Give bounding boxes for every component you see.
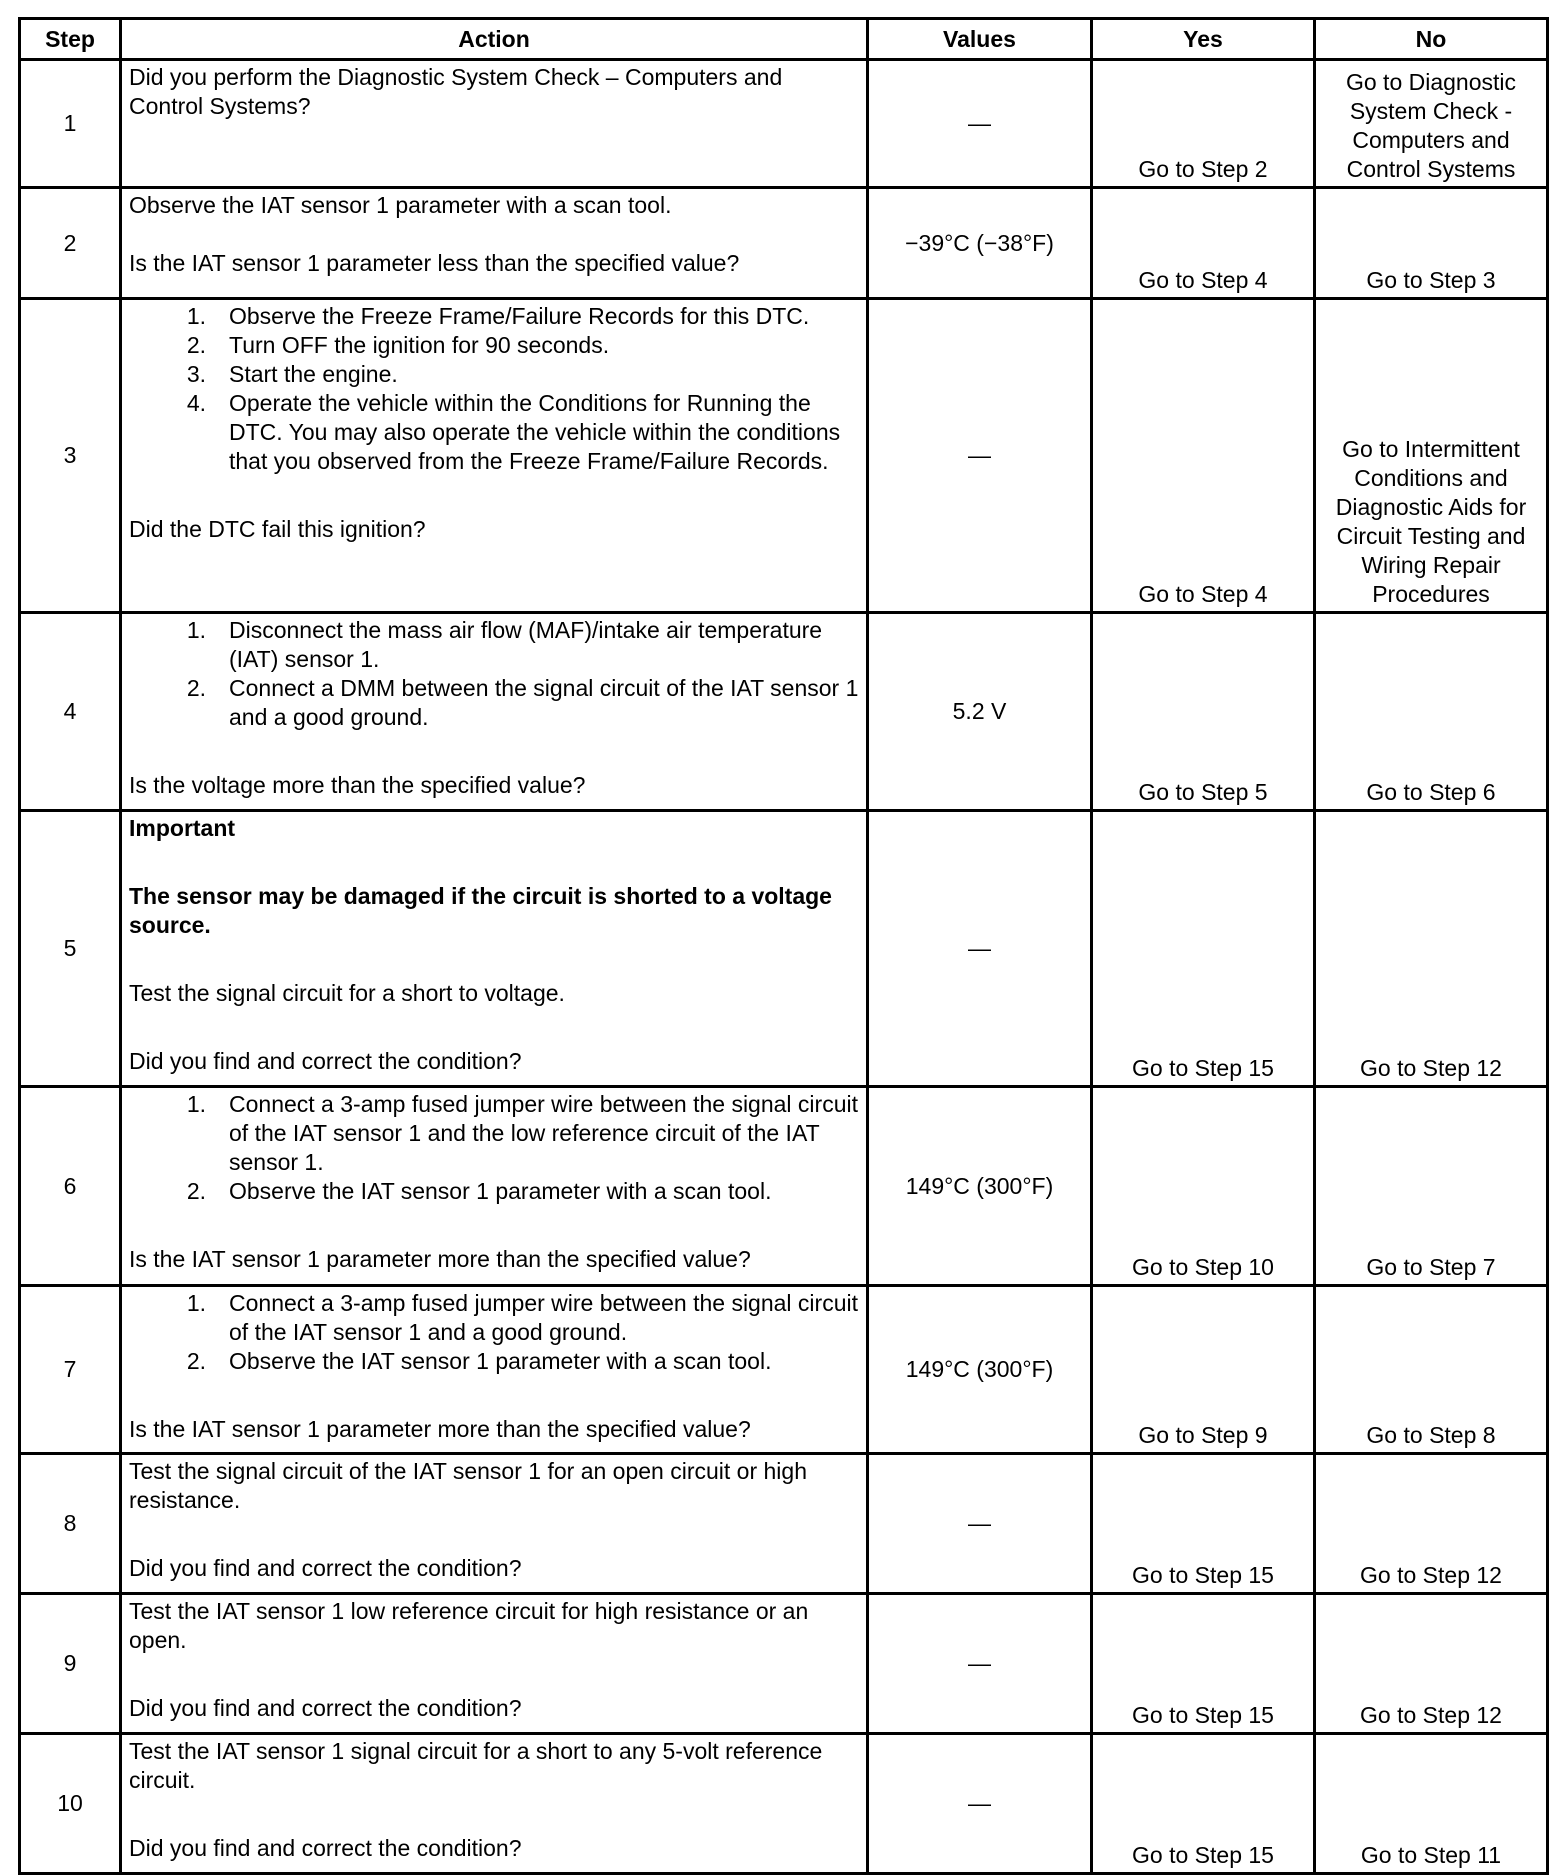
- no-cell: Go to Step 11: [1315, 1734, 1548, 1874]
- table-row: [20, 1087, 1548, 1286]
- value-cell: —: [868, 1454, 1092, 1594]
- substep-number: 2.: [186, 332, 206, 358]
- yes-cell: Go to Step 5: [1092, 613, 1315, 811]
- action-question: Is the IAT sensor 1 parameter more than the specified value?: [129, 1416, 751, 1442]
- substep-number: 3.: [186, 361, 206, 387]
- no-cell: Go to Step 6: [1315, 613, 1548, 811]
- action-text: Did you perform the Diagnostic System Check – Computers and Control Systems?: [129, 64, 783, 119]
- step-number: 10: [20, 1734, 121, 1874]
- substep-number: 1.: [186, 617, 206, 643]
- action-text: Test the IAT sensor 1 signal circuit for a short to any 5-volt reference circuit.: [129, 1738, 823, 1793]
- action-cell: [121, 1594, 868, 1734]
- action-cell: [121, 1286, 868, 1454]
- list-item: [186, 1347, 859, 1376]
- step-number: 6: [20, 1087, 121, 1286]
- action-question: Did you find and correct the condition?: [129, 1555, 522, 1581]
- action-question: Is the voltage more than the specified value?: [129, 772, 586, 798]
- value-cell: −39°C (−38°F): [868, 188, 1092, 299]
- header-values: Values: [868, 19, 1092, 60]
- yes-cell: Go to Step 15: [1092, 1734, 1315, 1874]
- table-row: [20, 1734, 1548, 1874]
- list-item: [186, 1289, 859, 1347]
- action-question: Is the IAT sensor 1 parameter more than the specified value?: [129, 1246, 751, 1272]
- important-label: Important: [129, 815, 236, 841]
- yes-cell: Go to Step 9: [1092, 1286, 1315, 1454]
- yes-cell: Go to Step 10: [1092, 1087, 1315, 1286]
- action-cell: [121, 299, 868, 613]
- substep-number: 1.: [186, 303, 206, 329]
- action-cell: [121, 1734, 868, 1874]
- action-cell: [121, 60, 868, 188]
- step-number: 3: [20, 299, 121, 613]
- action-question: Is the IAT sensor 1 parameter less than the specified value?: [129, 250, 740, 276]
- list-item: [186, 389, 859, 476]
- no-cell: Go to Diagnostic System Check - Computers and Control Systems: [1315, 60, 1548, 188]
- no-cell: Go to Step 12: [1315, 1454, 1548, 1594]
- step-number: 2: [20, 188, 121, 299]
- substep-text: Start the engine.: [229, 361, 398, 387]
- diagnostic-table: [18, 17, 1549, 1875]
- list-item: [186, 1090, 859, 1177]
- step-number: 4: [20, 613, 121, 811]
- action-cell: [121, 613, 868, 811]
- value-cell: 149°C (300°F): [868, 1286, 1092, 1454]
- table-row: [20, 188, 1548, 299]
- list-item: [186, 616, 859, 674]
- header-step: Step: [20, 19, 121, 60]
- substep-number: 4.: [186, 390, 206, 416]
- action-text: Test the IAT sensor 1 low reference circuit for high resistance or an open.: [129, 1598, 809, 1653]
- substep-text: Connect a DMM between the signal circuit of the IAT sensor 1 and a good ground.: [229, 675, 859, 730]
- step-number: 7: [20, 1286, 121, 1454]
- list-item: [186, 331, 859, 360]
- header-yes: Yes: [1092, 19, 1315, 60]
- value-cell: 5.2 V: [868, 613, 1092, 811]
- substep-number: 2.: [186, 1178, 206, 1204]
- yes-cell: Go to Step 15: [1092, 1594, 1315, 1734]
- substep-number: 2.: [186, 675, 206, 701]
- no-cell: Go to Step 3: [1315, 188, 1548, 299]
- step-number: 5: [20, 811, 121, 1087]
- list-item: [186, 302, 859, 331]
- no-cell: Go to Step 8: [1315, 1286, 1548, 1454]
- value-cell: 149°C (300°F): [868, 1087, 1092, 1286]
- yes-cell: Go to Step 4: [1092, 188, 1315, 299]
- yes-cell: Go to Step 15: [1092, 811, 1315, 1087]
- header-row: [20, 19, 1548, 60]
- substep-text: Observe the Freeze Frame/Failure Records for this DTC.: [229, 303, 810, 329]
- table-row: [20, 60, 1548, 188]
- table-row: [20, 1454, 1548, 1594]
- action-text: Observe the IAT sensor 1 parameter with a scan tool.: [129, 192, 672, 218]
- step-number: 1: [20, 60, 121, 188]
- action-cell: [121, 811, 868, 1087]
- list-item: [186, 360, 859, 389]
- substep-number: 1.: [186, 1091, 206, 1117]
- substep-list: [129, 1289, 859, 1376]
- substep-text: Connect a 3-amp fused jumper wire between the signal circuit of the IAT sensor 1 and a good ground.: [229, 1290, 858, 1345]
- action-question: Did you find and correct the condition?: [129, 1835, 522, 1861]
- value-cell: —: [868, 60, 1092, 188]
- list-item: [186, 1177, 859, 1206]
- substep-number: 2.: [186, 1348, 206, 1374]
- value-cell: —: [868, 1594, 1092, 1734]
- value-cell: —: [868, 1734, 1092, 1874]
- important-text: The sensor may be damaged if the circuit is shorted to a voltage source.: [129, 883, 832, 938]
- action-question: Did you find and correct the condition?: [129, 1695, 522, 1721]
- yes-cell: Go to Step 2: [1092, 60, 1315, 188]
- list-item: [186, 674, 859, 732]
- action-text: Test the signal circuit for a short to voltage.: [129, 980, 565, 1006]
- table-row: [20, 811, 1548, 1087]
- action-text: Test the signal circuit of the IAT sensor 1 for an open circuit or high resistance.: [129, 1458, 807, 1513]
- yes-cell: Go to Step 4: [1092, 299, 1315, 613]
- substep-text: Disconnect the mass air flow (MAF)/intake air temperature (IAT) sensor 1.: [229, 617, 823, 672]
- substep-list: [129, 1090, 859, 1206]
- value-cell: —: [868, 299, 1092, 613]
- substep-text: Observe the IAT sensor 1 parameter with a scan tool.: [229, 1178, 772, 1204]
- value-cell: —: [868, 811, 1092, 1087]
- yes-cell: Go to Step 15: [1092, 1454, 1315, 1594]
- header-no: No: [1315, 19, 1548, 60]
- header-action: Action: [121, 19, 868, 60]
- action-cell: [121, 1454, 868, 1594]
- step-number: 8: [20, 1454, 121, 1594]
- step-number: 9: [20, 1594, 121, 1734]
- no-cell: Go to Step 12: [1315, 811, 1548, 1087]
- action-question: Did the DTC fail this ignition?: [129, 516, 426, 542]
- substep-text: Operate the vehicle within the Conditions for Running the DTC. You may also operate the vehicle within the conditions that you observed from the Freeze Frame/Failure Records.: [229, 390, 841, 474]
- no-cell: Go to Intermittent Conditions and Diagnostic Aids for Circuit Testing and Wiring Repair Procedures: [1315, 299, 1548, 613]
- table-row: [20, 613, 1548, 811]
- substep-text: Connect a 3-amp fused jumper wire between the signal circuit of the IAT sensor 1 and the low reference circuit of the IAT sensor 1.: [229, 1091, 858, 1175]
- no-cell: Go to Step 7: [1315, 1087, 1548, 1286]
- action-cell: [121, 188, 868, 299]
- table-row: [20, 1594, 1548, 1734]
- substep-list: [129, 616, 859, 732]
- action-cell: [121, 1087, 868, 1286]
- substep-text: Observe the IAT sensor 1 parameter with a scan tool.: [229, 1348, 772, 1374]
- no-cell: Go to Step 12: [1315, 1594, 1548, 1734]
- substep-text: Turn OFF the ignition for 90 seconds.: [229, 332, 610, 358]
- action-question: Did you find and correct the condition?: [129, 1048, 522, 1074]
- table-row: [20, 1286, 1548, 1454]
- substep-list: [129, 302, 859, 476]
- table-row: [20, 299, 1548, 613]
- substep-number: 1.: [186, 1290, 206, 1316]
